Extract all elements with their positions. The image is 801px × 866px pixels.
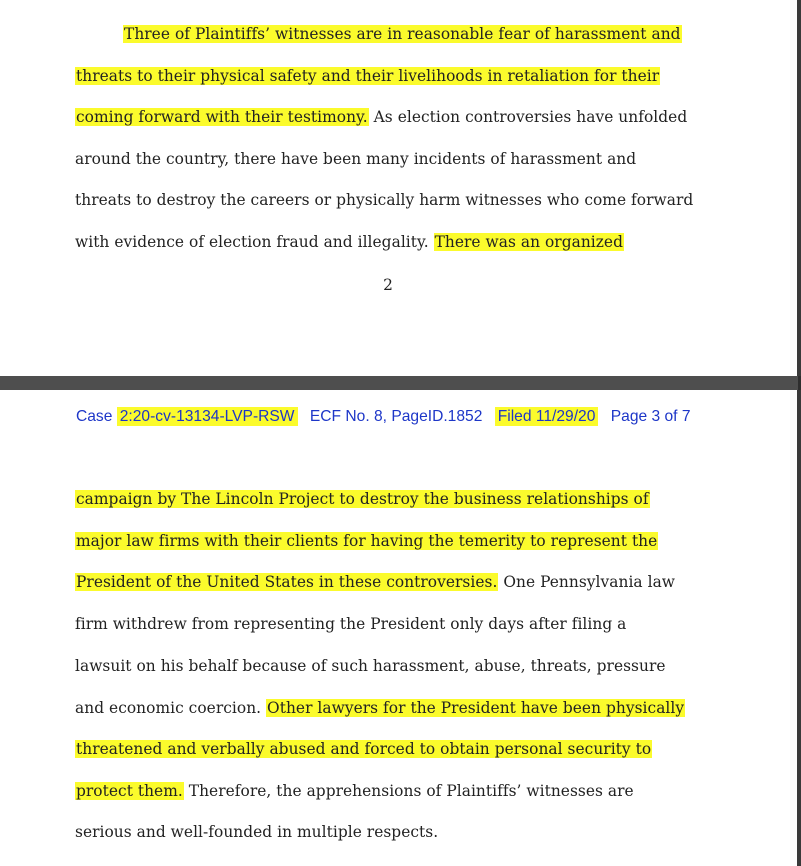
text-segment: with evidence of election fraud and illegality. [75, 233, 434, 251]
highlighted-text: Other lawyers for the President have been physically [267, 699, 685, 717]
text-segment: serious and well-founded in multiple respects. [75, 823, 439, 841]
text-line [75, 188, 693, 212]
highlighted-text: There was an organized [434, 233, 623, 251]
text-line [75, 147, 636, 171]
highlighted-text: threatened and verbally abused and forced to obtain personal security to [76, 740, 652, 758]
text-segment: and economic coercion. [75, 699, 267, 717]
highlighted-text: Three of Plaintiffs’ witnesses are in reasonable fear of harassment and [124, 25, 681, 43]
text-line [75, 529, 658, 553]
case-number: 2:20-cv-13134-LVP-RSW [117, 407, 298, 426]
highlighted-text: major law firms with their clients for having the temerity to represent the [76, 532, 658, 550]
text-line [75, 612, 626, 636]
text-segment: Therefore, the apprehensions of Plaintiffs’ witnesses are [183, 782, 634, 800]
text-segment: firm withdrew from representing the President only days after filing a [75, 615, 627, 633]
text-line [75, 820, 438, 844]
highlighted-text: President of the United States in these controversies. [76, 573, 498, 591]
text-line [75, 654, 666, 678]
page-number: 2 [383, 276, 393, 294]
text-line [123, 22, 682, 46]
case-header [76, 404, 691, 430]
text-line [75, 105, 687, 129]
text-segment: around the country, there have been many incidents of harassment and [75, 150, 637, 168]
document-page-2 [0, 0, 801, 376]
filed-date: Filed 11/29/20 [495, 407, 599, 426]
text-segment: threats to destroy the careers or physically harm witnesses who come forward [75, 191, 694, 209]
ecf-pageid: ECF No. 8, PageID.1852 [309, 408, 483, 425]
text-line [75, 570, 675, 594]
page-separator [0, 376, 801, 390]
highlighted-text: coming forward with their testimony. [76, 108, 368, 126]
text-segment: As election controversies have unfolded [368, 108, 688, 126]
text-segment: One Pennsylvania law [498, 573, 676, 591]
text-line [75, 230, 624, 254]
page-of: Page 3 of 7 [610, 408, 691, 425]
case-prefix: Case [76, 408, 113, 425]
text-line [75, 64, 660, 88]
highlighted-text: protect them. [76, 782, 183, 800]
text-line [75, 737, 652, 761]
page-edge [797, 390, 801, 866]
text-line [75, 696, 685, 720]
document-page-3 [0, 390, 801, 866]
text-line [75, 487, 650, 511]
text-segment: lawsuit on his behalf because of such harassment, abuse, threats, pressure [75, 657, 666, 675]
highlighted-text: threats to their physical safety and their livelihoods in retaliation for their [76, 67, 660, 85]
highlighted-text: campaign by The Lincoln Project to destroy the business relationships of [76, 490, 649, 508]
text-line [75, 779, 634, 803]
page-edge [797, 0, 801, 376]
